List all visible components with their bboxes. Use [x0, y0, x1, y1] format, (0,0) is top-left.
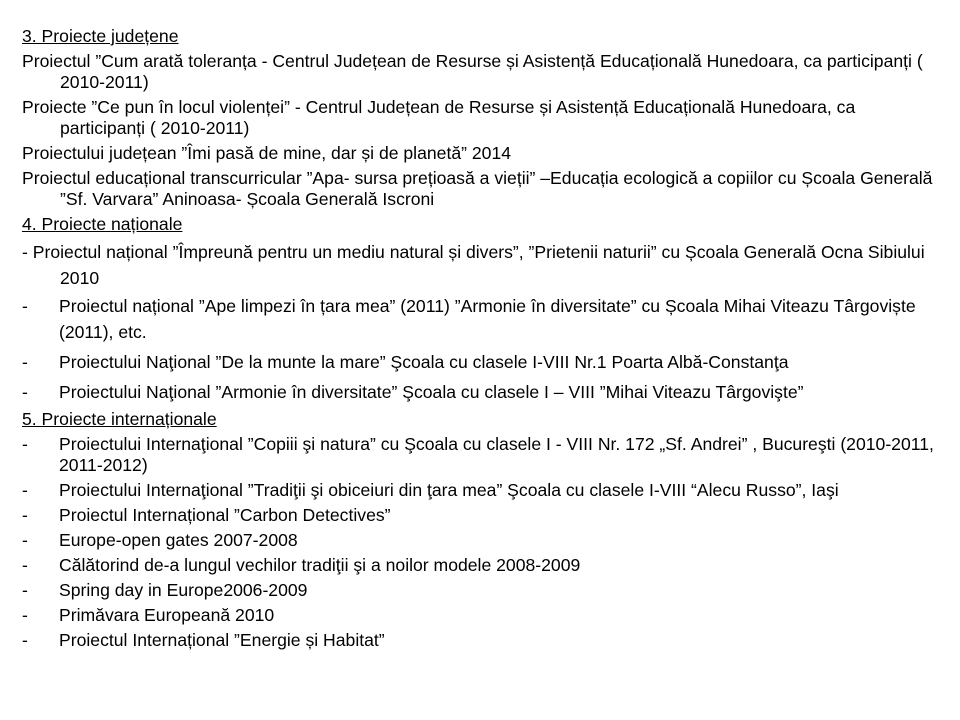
bullet-marker: - [22, 555, 28, 575]
bullet-marker: - [22, 505, 28, 525]
list-item [22, 580, 940, 601]
list-item-text: Proiectului Internaţional ”Copiii şi natura” cu Şcoala cu clasele I - VIII Nr. 172 „Sf. Andrei” , Bucureşti (2010-2011, 2011-2012) [59, 434, 934, 475]
list-item [22, 480, 940, 501]
list-item-text: Proiectul Internațional ”Carbon Detectives” [59, 505, 391, 525]
list-item [22, 293, 940, 345]
list-item-text: Europe-open gates 2007-2008 [59, 530, 298, 550]
list-item [22, 530, 940, 551]
bullet-marker: - [22, 382, 28, 402]
list-item-text: Spring day in Europe2006-2009 [59, 580, 308, 600]
list-item-text: Primăvara Europeană 2010 [59, 605, 275, 625]
list-item-text: Proiectului Naţional ”De la munte la mare” Şcoala cu clasele I-VIII Nr.1 Poarta Albă-Constanţa [59, 352, 789, 372]
list-item-text: Călătorind de-a lungul vechilor tradiţii şi a noilor modele 2008-2009 [59, 555, 581, 575]
list-item [22, 349, 940, 375]
list-item [22, 630, 940, 651]
list-item [22, 434, 940, 476]
bullet-marker: - [22, 605, 28, 625]
list-item: Proiectul educațional transcurricular ”Apa- sursa prețioasă a vieții” –Educația ecologică a copiilor cu Școala Generală ”Sf. Varvara” Aninoasa- Școala Generală Iscroni [22, 168, 933, 209]
section-heading-nationale: 4. Proiecte naționale [22, 214, 183, 234]
bullet-marker: - [22, 434, 28, 454]
list-item [22, 605, 940, 626]
list-item: Proiectul ”Cum arată toleranța - Centrul Județean de Resurse și Asistență Educațională Hunedoara, ca participanți ( 2010-2011) [22, 51, 923, 92]
bullet-marker: - [22, 580, 28, 600]
list-item [22, 379, 940, 405]
section-heading-judetene: 3. Proiecte județene [22, 26, 179, 46]
list-item [22, 505, 940, 526]
bullet-marker: - [22, 630, 28, 650]
list-item: - Proiectul național ”Împreună pentru un mediu natural și divers”, ”Prietenii naturii” cu Școala Generală Ocna Sibiului 2010 [22, 242, 925, 288]
bullet-marker: - [22, 352, 28, 372]
list-item-text: Proiectului Internaţional ”Tradiţii şi obiceiuri din ţara mea” Şcoala cu clasele I-VIII “Alecu Russo”, Iaşi [59, 480, 839, 500]
section-heading-internationale: 5. Proiecte internaționale [22, 409, 217, 429]
list-item-text: Proiectului Naţional ”Armonie în diversitate” Şcoala cu clasele I – VIII ”Mihai Viteazu Târgovişte” [59, 382, 804, 402]
list-item [22, 555, 940, 576]
bullet-marker: - [22, 296, 28, 316]
list-item-text: Proiectul Internațional ”Energie și Habitat” [59, 630, 385, 650]
list-item-text: Proiectul național ”Ape limpezi în țara mea” (2011) ”Armonie în diversitate” cu Școala Mihai Viteazu Târgoviște (2011), etc. [59, 296, 916, 342]
list-item: Proiecte ”Ce pun în locul violenței” - Centrul Județean de Resurse și Asistență Educațională Hunedoara, ca participanți ( 2010-2011) [22, 97, 856, 138]
list-item: Proiectului județean ”Îmi pasă de mine, dar și de planetă” 2014 [22, 143, 512, 163]
bullet-marker: - [22, 530, 28, 550]
bullet-marker: - [22, 480, 28, 500]
